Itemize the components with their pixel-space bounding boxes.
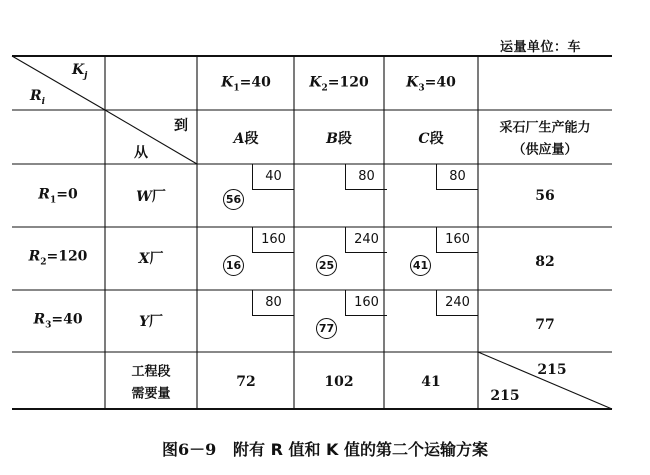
row1-r-value: $R_1=0$ <box>38 186 78 206</box>
cost-x-a: 160 <box>252 227 294 253</box>
supply-header-line2: （供应量） <box>512 142 578 158</box>
cost-y-a: 80 <box>252 290 294 316</box>
demand-c: 41 <box>421 374 441 390</box>
alloc-x-a: 16 <box>223 255 244 276</box>
row1-supply: 56 <box>535 188 555 204</box>
cost-w-c: 80 <box>436 164 478 190</box>
row2-plant: X厂 <box>138 251 164 267</box>
total-demand: 215 <box>490 388 520 404</box>
row2-supply: 82 <box>535 254 555 270</box>
caption-text: 附有 R 值和 K 值的第二个运输方案 <box>233 440 489 459</box>
to-label: 到 <box>174 118 188 134</box>
k2-header: $K_2=120$ <box>309 74 369 94</box>
row1-plant: W厂 <box>136 189 166 205</box>
section-a-header: A段 <box>233 131 259 147</box>
figure-caption <box>0 437 650 460</box>
supply-header-line1: 采石厂生产能力 <box>499 120 591 136</box>
cost-x-c: 160 <box>436 227 478 253</box>
demand-label-line2: 需要量 <box>131 386 171 402</box>
cost-y-c: 240 <box>436 290 478 316</box>
alloc-w-a: 56 <box>223 189 244 210</box>
row2-r-value: $R_2=120$ <box>28 248 88 268</box>
row3-plant: Y厂 <box>139 314 163 330</box>
corner-k-label: $K_j$ <box>72 62 88 81</box>
alloc-x-b: 25 <box>316 255 337 276</box>
demand-label-line1: 工程段 <box>131 364 171 380</box>
from-label: 从 <box>134 145 148 161</box>
section-b-header: B段 <box>326 131 352 147</box>
demand-b: 102 <box>324 374 354 390</box>
caption-number: 6－9 <box>178 440 217 459</box>
alloc-y-b: 77 <box>316 318 337 339</box>
alloc-x-c: 41 <box>410 255 431 276</box>
k1-header: $K_1=40$ <box>221 74 271 94</box>
row3-supply: 77 <box>535 317 555 333</box>
demand-a: 72 <box>236 374 256 390</box>
unit-label: 运量单位：车 <box>500 40 582 55</box>
corner-r-label: $R_i$ <box>30 88 46 107</box>
k3-header: $K_3=40$ <box>406 74 456 94</box>
cost-y-b: 160 <box>345 290 387 316</box>
total-supply: 215 <box>537 362 567 378</box>
section-c-header: C段 <box>418 131 444 147</box>
cost-x-b: 240 <box>345 227 387 253</box>
cost-w-a: 40 <box>252 164 294 190</box>
row3-r-value: $R_3=40$ <box>33 311 83 331</box>
caption-prefix: 图 <box>161 440 178 459</box>
cost-w-b: 80 <box>345 164 387 190</box>
